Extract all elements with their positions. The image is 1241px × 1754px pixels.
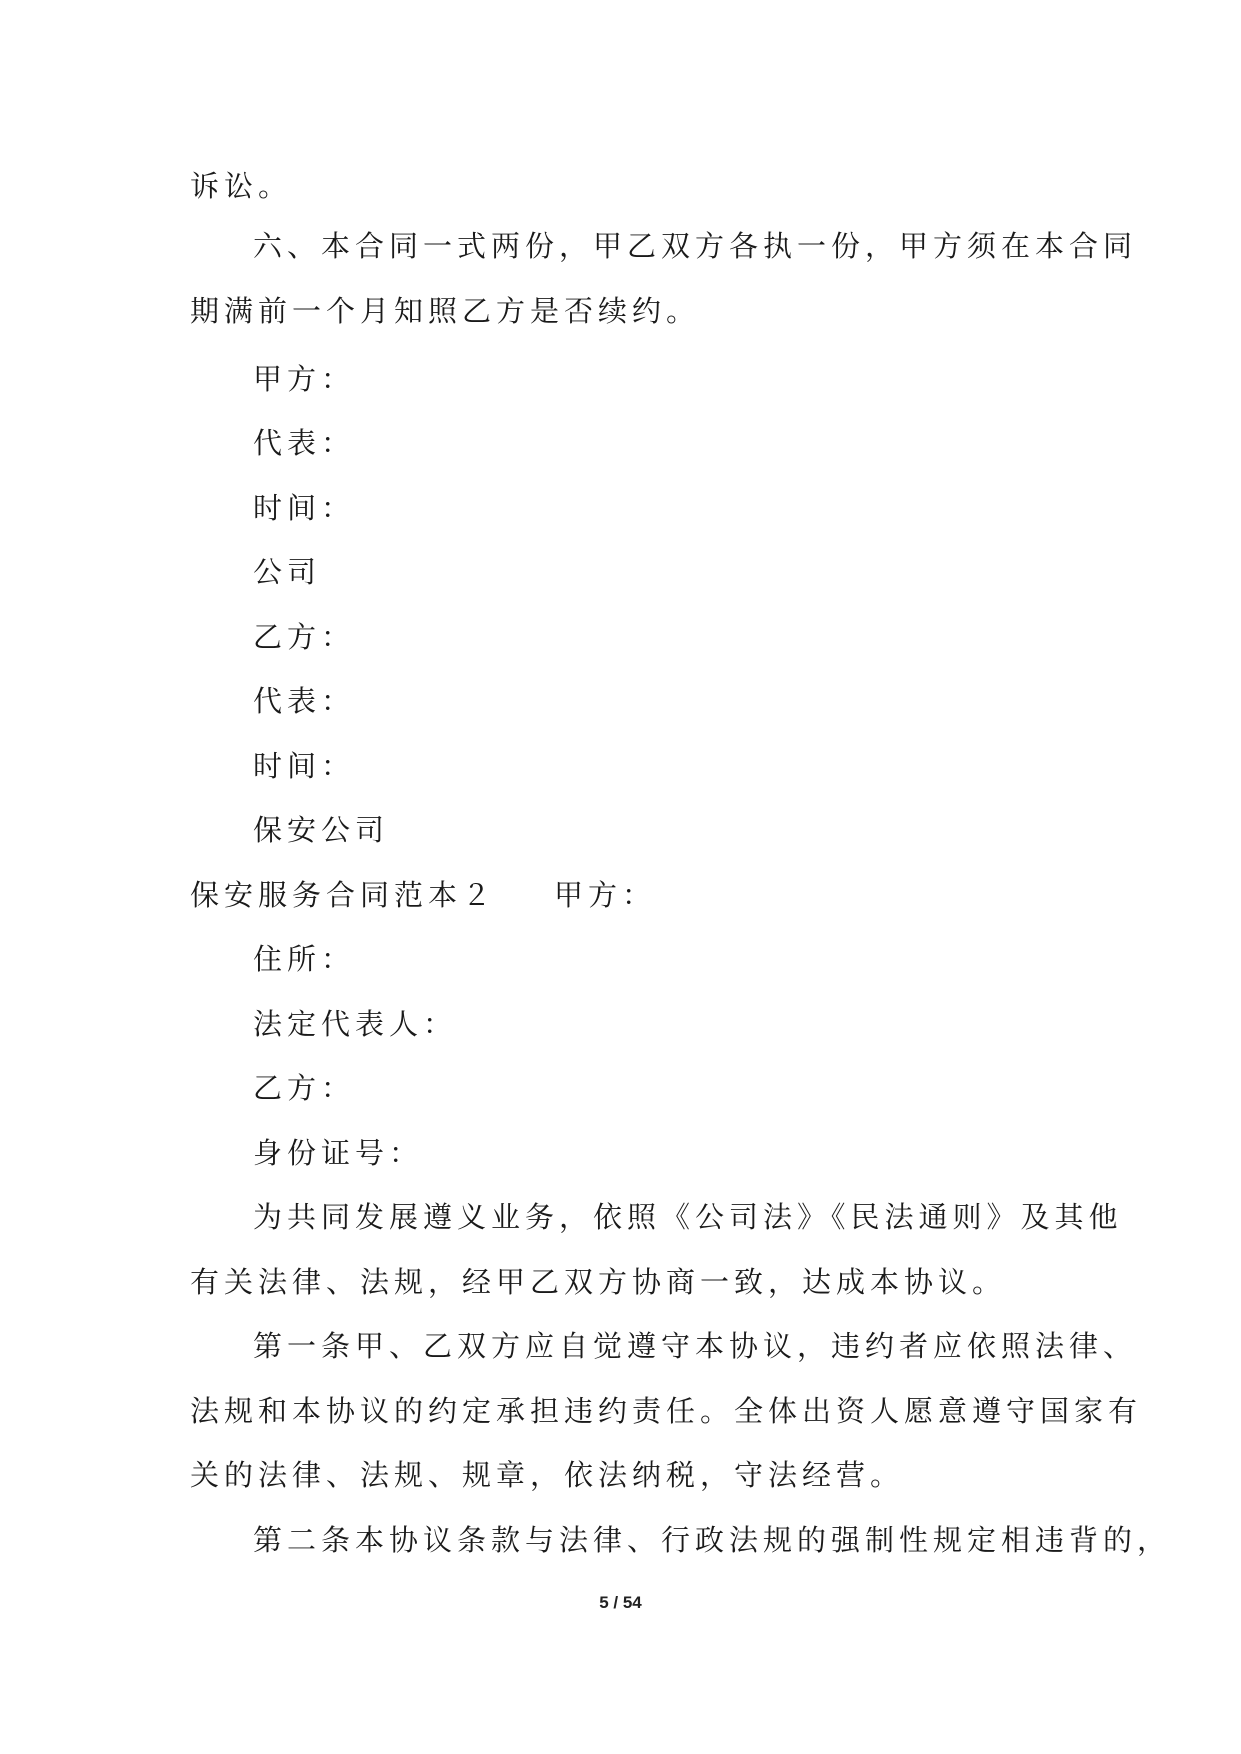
signature-label: 代表： [253, 684, 356, 718]
paragraph-line: 为共同发展遵义业务，依照《公司法》《民法通则》及其他 [253, 1200, 1123, 1234]
signature-label: 公司 [253, 555, 322, 589]
paragraph-line: 六、本合同一式两份，甲乙双方各执一份，甲方须在本合同 [253, 229, 1138, 263]
paragraph-line: 关的法律、法规、规章，依法纳税，守法经营。 [190, 1458, 905, 1492]
signature-label: 保安公司 [253, 813, 390, 847]
signature-label: 甲方： [253, 362, 356, 396]
paragraph-line: 法规和本协议的约定承担违约责任。全体出资人愿意遵守国家有 [190, 1394, 1143, 1428]
signature-label: 乙方： [253, 620, 356, 654]
signature-label: 时间： [253, 749, 356, 783]
page-number: 5 / 54 [599, 1593, 642, 1612]
field-label: 乙方： [253, 1071, 356, 1105]
paragraph-line: 有关法律、法规，经甲乙双方协商一致，达成本协议。 [190, 1265, 1007, 1299]
field-label: 身份证号： [253, 1136, 424, 1170]
paragraph-line: 期满前一个月知照乙方是否续约。 [190, 294, 701, 328]
paragraph-line: 第二条本协议条款与法律、行政法规的强制性规定相违背的， [253, 1523, 1172, 1557]
field-label: 住所： [253, 942, 356, 976]
paragraph-line: 诉讼。 [190, 169, 293, 203]
signature-label: 代表： [253, 426, 356, 460]
section-heading-line [190, 875, 656, 915]
section-title: 保安服务合同范本２ [190, 878, 497, 912]
field-label: 法定代表人： [253, 1007, 458, 1041]
signature-label: 时间： [253, 491, 356, 525]
party-a-label: 甲方： [554, 878, 657, 912]
paragraph-line: 第一条甲、乙双方应自觉遵守本协议，违约者应依照法律、 [253, 1329, 1138, 1363]
